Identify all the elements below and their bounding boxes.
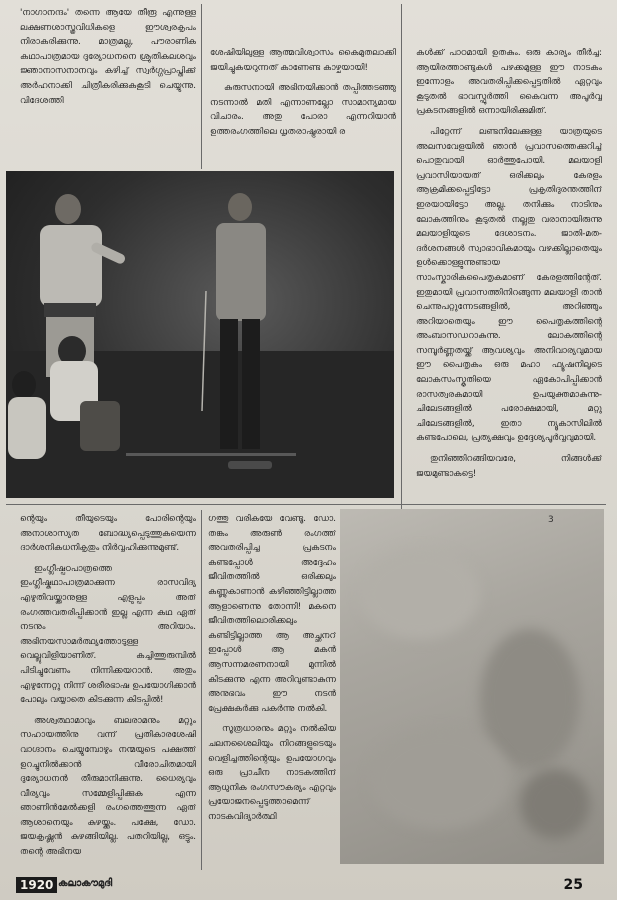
column-right-top [416, 46, 602, 506]
left-page-number: 1920 [16, 877, 57, 893]
right-page-number: 25 [563, 877, 583, 893]
column-middle-bottom [208, 512, 336, 868]
column-divider [401, 4, 402, 509]
paragraph: ഇംഗ്ലീഷ്പഠപാത്രത്തെ ഇംഗ്ലീഷ്കഥാപാത്രമാക്കുന്ന രാസവിദ്യ എഴുതിവയ്ക്കാനുള്ള എളുപ്പം അത് രംഗത്തവതരിപ്പിക്കാൻ ഇല്ല എന്ന കഥ ഏത് നടനും അറിയാം. അഭിനയസാമർത്ഥ്യത്തോടുള്ള വെല്ലുവിളിയാണിത്. കച്ചിത്തുരുമ്പിൽ പിടിച്ചുവേണം നിന്നിക്കയറാൻ. അതും എഴുന്നേറ്റു നിന്ന് ശരീരഭാഷ ഉപയോഗിക്കാൻ പോലും വയ്യാതെ കിടക്കുന്ന കിടപ്പിൽ! [20, 563, 196, 706]
paragraph: പിറ്റേന്ന് ലണ്ടനിലേക്കുള്ള യാത്രയുടെ അലസവേളയിൽ ഞാൻ പ്രവാസത്തെക്കുറിച്ച് പൊതുവായി ഓർത്തുപോയി. മലയാളി പ്രവാസിയായത് ഒരിക്കലും കേരളം ആക്രമിക്കപ്പെട്ടിട്ടോ പ്രകൃതിദുരന്തത്തിന് ഇരയായിട്ടോ അല്ല. തനിക്കും നാടിനും ലോകത്തിനും കൂടുതൽ നല്ലതു വരാനായിരുന്നു മലയാളിയുടെ ദേശാടനം. ജാതി-മത-ദർശനങ്ങൾ സ്വാഭാവികമായും വഴക്കില്ലാതെയും ഉൾക്കൊള്ളുന്നുണ്ടായ സാംസ്കാരികപൈതൃകമാണ് കേരളത്തിന്റേത്. ഇതുമായി പ്രവാസത്തിനിറങ്ങുന്ന മലയാളി താൻ ചെന്നുപറ്റുന്നേടങ്ങളിൽ, അറിഞ്ഞും അറിയാതെയും ഈ പൈതൃകത്തിന്റെ അംബാസഡറാകുന്നു. ലോകത്തിന്റെ സമ്പൂർണ്ണതയ്ക്ക് ആവശ്യവും അനിവാര്യവുമായ ഈ പൈതൃകം ഒരു മഹാ ഫ്യൂഷനിലൂടെ ലോകസംസ്കൃതിയെ ഏകോപിപ്പിക്കാൻ രാസത്വരകമായി ഉപയുക്തമാകുന്നു- ചിലേടങ്ങളിൽ പരോക്ഷമായി, മറ്റു ചിലേടങ്ങളിൽ, ഇതാ ന്യൂകാസിലിൽ കണ്ടപോലെ, പ്രത്യക്ഷവും ഉദ്ദേശ്യപൂർവ്വവുമായി. [416, 126, 602, 444]
publication-name: കലാകൗമുദി [58, 878, 113, 889]
column-middle-top [210, 46, 396, 168]
paragraph: തുനിഞ്ഞിറങ്ങിയവരേ, നിങ്ങൾക്ക് ജയമുണ്ടാകട്ടെ! [416, 454, 602, 479]
section-divider [6, 504, 606, 505]
paragraph: 'നാഗാനന്ദം' തന്നെ ആയേ തീരൂ എന്നുള്ള ലക്ഷണശാസ്ത്രവിധികളെ ഈശ്വരകൃപം നിരാകരിക്കുന്നു. മാത്രമല്ല, പൗരാണിക കഥാപാത്രമായ ദുര്യോധനനെ ശ്രുതികലശവും ജ്ഞാനാസനാനവും കഴിച്ച് സ്വർഗ്ഗപ്രാപ്തിക്ക് അർഹനാക്കി ചിത്രീകരിക്കുകകൂടി ചെയ്യുന്നു. വിദേശത്തി [20, 8, 196, 106]
stage-photo-illustration [6, 171, 394, 498]
paragraph: ശേഷിയിലുള്ള ആത്മവിശ്വാസം കൈമുതലാക്കി ജയിച്ചുകയറുന്നത് കാണേണ്ട കാഴ്ചയായി! [210, 48, 396, 73]
image-caption-mark: 3 [548, 515, 554, 525]
page-footer [0, 874, 617, 900]
paragraph: കുരുസനായി അഭിനയിക്കാൻ തപ്പിത്തടഞ്ഞു നടന്നാൽ മതി എന്നാണല്ലോ സാമാന്യമായ വിചാരം. അതു പോരാ എന്നറിയാൻ ഉത്തരംഗത്തിലെ ധൃതരാഷ്ട്രരായി ര [210, 83, 396, 137]
stage-photo [6, 171, 394, 498]
column-left-top [20, 6, 196, 166]
paragraph: ഗത്തു വരികയേ വേണ്ടൂ. ഡോ. തങ്കം അരുൺ രംഗത്ത് അവതരിപ്പിച്ച പ്രകടനം കണ്ടപ്പോൾ അദ്ദേഹം ജീവിതത്തിൽ ഒരിക്കലും കണ്ണുകാണാൻ കഴിഞ്ഞിട്ടില്ലാത്ത ആളാണെന്നു തോന്നി! മകനെ ജീവിതത്തിലൊരിക്കലും കണ്ടിട്ടില്ലാത്ത ആ അച്ഛനറ് ഇപ്പോൾ ആ മകൻ ആസന്നമരണനായി മുന്നിൽ കിടക്കുന്നു എന്ന അറിവുണ്ടാകുന്ന അനുഭവം ഈ നടൻ പ്രേക്ഷകർക്കു പകർന്നു നൽകി. [208, 514, 336, 714]
blurred-photo [340, 509, 604, 864]
paragraph: സൂത്രധാരനും മറ്റും നൽകിയ ചലനശൈലിയും നിറങ്ങളുടെയും വെളിച്ചത്തിന്റെയും ഉപയോഗവും ഒരു പ്രാചീന നാടകത്തിന് ആധുനിക രംഗസൗകര്യം എറ്റവും പ്രയോജനപ്പെടുത്താമെന്ന് നാടകവിദ്യാർത്ഥി [208, 724, 336, 822]
column-divider [201, 4, 202, 169]
column-divider [201, 510, 202, 870]
paragraph: കൾക്ക് പാഠമായി ഉതകും. ഒരു കാര്യം തീർച്ച: ആയിരത്താണ്ടുകൾ പഴക്കമുള്ള ഈ നാടകം ഇന്നോളം അവതരിപ്പിക്കപ്പെട്ടതിൽ ഏറ്റവും കൂടുതൽ ഭാവസ്ഫൂർത്തി കൈവന്ന അപൂർവ്വ പ്രകടനങ്ങളിൽ ഒന്നായിരിക്കുമിത്. [416, 48, 602, 117]
paragraph: അശ്വത്ഥാമാവും ബലരാമനും മറ്റും സഹായത്തിനു വന്ന് പ്രതികാരശേഷി വാഗ്ദാനം ചെയ്യുമ്പോഴും നന്മയുടെ പക്ഷത്ത് ഉറച്ചുനിൽക്കാൻ വീരോചിതമായി ദുര്യോധനൻ തീരുമാനിക്കുന്നു. ധൈര്യവും വീര്യവും സമ്മേളിപ്പിക്കുക എന്ന ഞാണിൻമേൽക്കളി രംഗത്തെത്തുന്ന ഏത് ആശാനെയും കുഴയ്ക്കും. പക്ഷേ, ഡോ. ജയകൃഷ്ണൻ കുഴങ്ങിയില്ല. പതറിയില്ല, ഒട്ടും. തന്റെ അഭിനയ [20, 715, 196, 858]
column-left-bottom [20, 512, 196, 868]
paragraph: ന്റെയും തീയുടെയും പോരിന്റെയും അനാശാസ്യത ബോദ്ധ്യപ്പെടുത്തുകയെന്ന ദാർശനികധനികൃതും നിർവ്വഹിക്കുന്നുമുണ്ട്. [20, 514, 196, 554]
